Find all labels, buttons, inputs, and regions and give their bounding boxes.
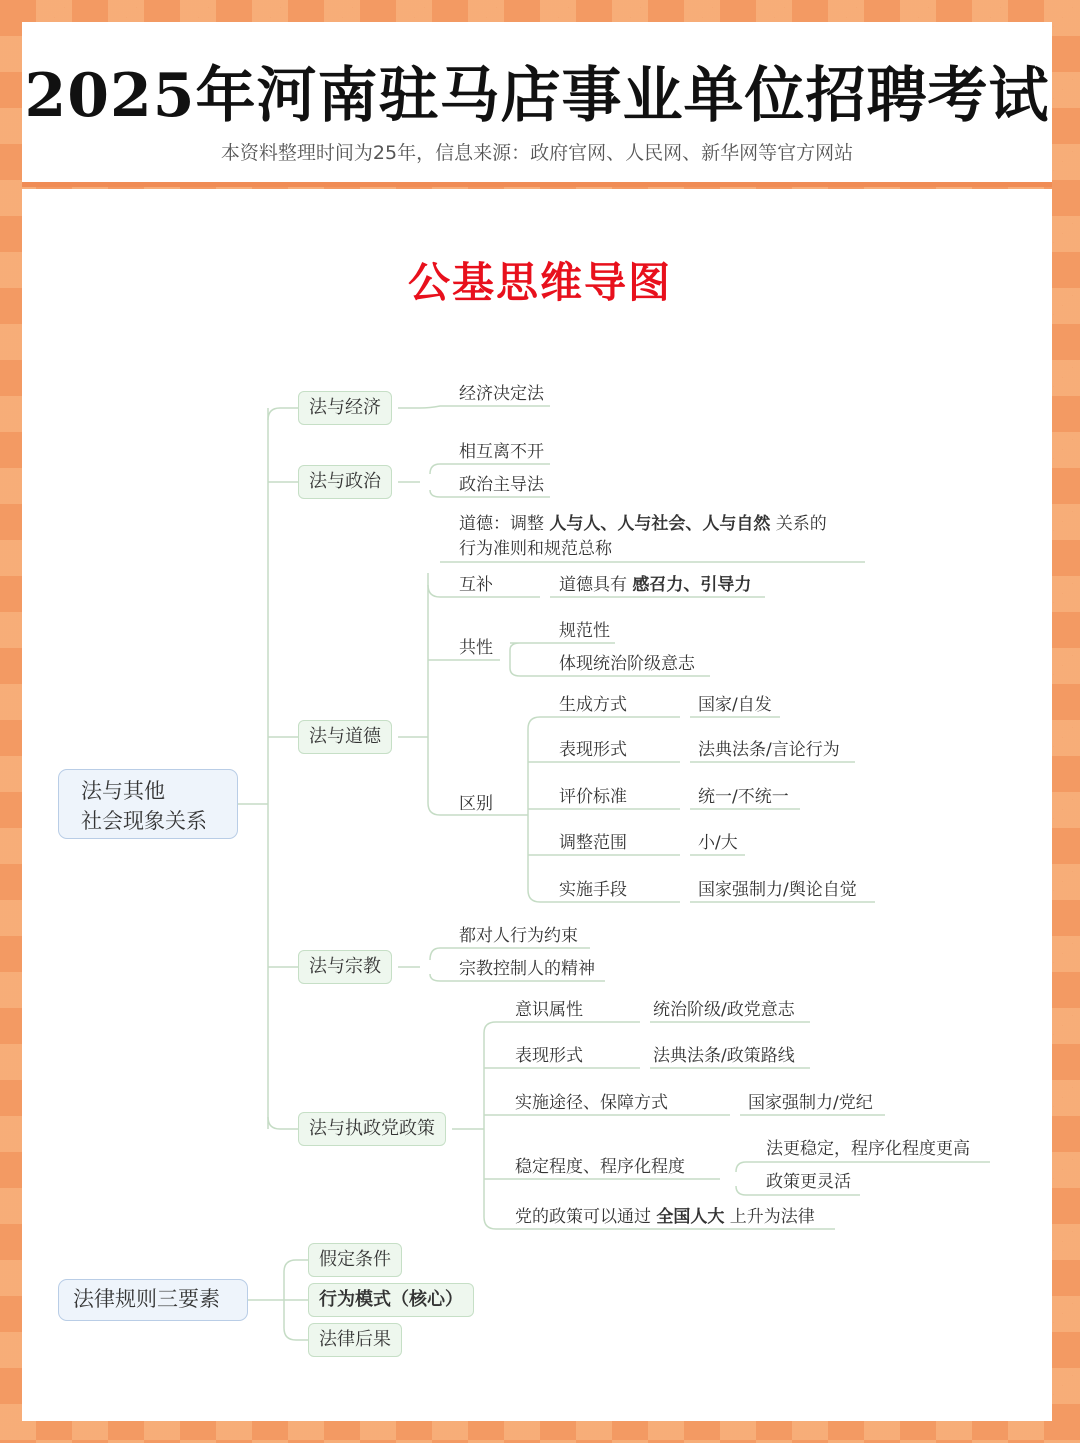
difference-key-1: 生成方式: [559, 695, 627, 715]
root-node-rule-elements: 法律规则三要素: [58, 1279, 248, 1321]
morality-common-label: 共性: [459, 638, 493, 658]
difference-value-3: 统一/不统一: [698, 787, 789, 807]
policy-stability-value-2: 政策更灵活: [766, 1172, 851, 1192]
leaf-religion-1: 都对人行为约束: [459, 926, 578, 946]
branch-law-religion: 法与宗教: [298, 950, 392, 984]
final-bold: 全国人大: [656, 1207, 725, 1227]
branch-law-politics: 法与政治: [298, 465, 392, 499]
morality-common-item-2: 体现统治阶级意志: [559, 654, 695, 674]
rule-element-condition: 假定条件: [308, 1243, 402, 1277]
branch-law-morality: 法与道德: [298, 720, 392, 754]
page-title: 2025年河南驻马店事业单位招聘考试: [24, 61, 1050, 131]
policy-key-2: 表现形式: [515, 1046, 583, 1066]
definition-bold: 人与人、人与社会、人与自然: [549, 514, 771, 534]
policy-stability-value-1: 法更稳定，程序化程度更高: [766, 1139, 970, 1159]
rule-element-consequence: 法律后果: [308, 1323, 402, 1357]
branch-law-economy: 法与经济: [298, 391, 392, 425]
leaf-religion-2: 宗教控制人的精神: [459, 959, 595, 979]
complement-prefix: 道德具有: [559, 575, 633, 595]
definition-prefix: 道德：调整: [459, 514, 550, 534]
root-line-1: 法与其他: [81, 779, 165, 803]
difference-value-2: 法典法条/言论行为: [698, 740, 840, 760]
definition-suffix: 关系的: [770, 514, 827, 534]
root-node-law-social: [58, 769, 238, 839]
final-suffix: 上升为法律: [724, 1207, 815, 1227]
difference-value-1: 国家/自发: [698, 695, 772, 715]
difference-key-5: 实施手段: [559, 880, 627, 900]
policy-value-2: 法典法条/政策路线: [653, 1046, 795, 1066]
branch-law-party-policy: 法与执政党政策: [298, 1112, 446, 1146]
morality-complement-text: [559, 574, 751, 596]
morality-difference-label: 区别: [459, 794, 493, 814]
leaf-politics-2: 政治主导法: [459, 475, 544, 495]
mindmap-title: 公基思维导图: [407, 258, 672, 307]
morality-definition-line1: [459, 513, 827, 535]
difference-key-4: 调整范围: [559, 833, 627, 853]
morality-common-item-1: 规范性: [559, 621, 610, 641]
difference-key-2: 表现形式: [559, 740, 627, 760]
morality-complement-label: 互补: [459, 575, 493, 595]
complement-bold: 感召力、引导力: [632, 575, 752, 595]
root-line-2: 社会现象关系: [81, 809, 207, 833]
final-prefix: 党的政策可以通过: [515, 1207, 657, 1227]
difference-value-5: 国家强制力/舆论自觉: [698, 880, 857, 900]
policy-stability-key: 稳定程度、程序化程度: [515, 1157, 685, 1177]
rule-element-behavior-core: 行为模式（核心）: [308, 1283, 474, 1317]
leaf-politics-1: 相互离不开: [459, 442, 544, 462]
policy-key-3: 实施途径、保障方式: [515, 1093, 668, 1113]
morality-definition-line2: 行为准则和规范总称: [459, 539, 612, 559]
policy-value-3: 国家强制力/党纪: [748, 1093, 873, 1113]
leaf-economy: 经济决定法: [459, 384, 544, 404]
policy-key-1: 意识属性: [515, 1000, 583, 1020]
policy-value-1: 统治阶级/政党意志: [653, 1000, 795, 1020]
policy-final-statement: [515, 1206, 815, 1228]
difference-key-3: 评价标准: [559, 787, 627, 807]
difference-value-4: 小/大: [698, 833, 738, 853]
page-subtitle: 本资料整理时间为25年，信息来源：政府官网、人民网、新华网等官方网站: [220, 142, 854, 164]
